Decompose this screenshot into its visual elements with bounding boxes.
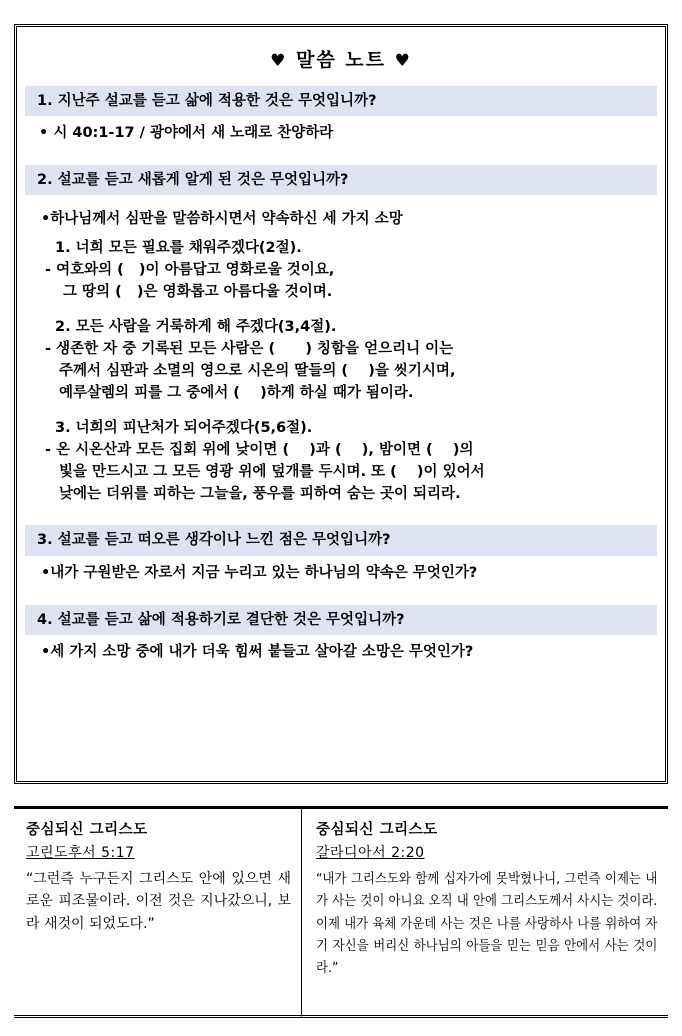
sermon-note-box [14,24,668,784]
spacer [17,505,665,525]
point-heading-2-3: 3. 너희의 피난처가 되어주겠다(5,6절). [55,420,313,437]
panel-left-heading: 중심되신 그리스도 [26,822,148,838]
page-title [17,49,665,72]
point-line-2-2-2: 주께서 심판과 소멸의 영으로 시온의 딸들의 ( )을 씻기시며, [59,362,456,379]
scripture-panel-right [302,806,668,1018]
question-band-1: 1. 지난주 설교를 듣고 삶에 적용한 것은 무엇입니까? [25,86,657,116]
scripture-panels [14,806,668,1018]
spacer [17,404,665,418]
answer-line-3-1: •내가 구원받은 자로서 지금 누리고 있는 하나님의 약속은 무엇인가? [41,564,478,581]
panel-right-heading: 중심되신 그리스도 [316,822,438,838]
point-line-2-2-1: - 생존한 자 중 기록된 모든 사람은 ( ) 칭함을 얻으리니 이는 [45,341,454,358]
panel-left-quote: “그런즉 누구든지 그리스도 안에 있으면 새로운 피조물이라. 이전 것은 지나갔으니, 보라 새것이 되었도다.” [26,870,291,933]
answer-line-1-1: • 시 40:1-17 / 광야에서 새 노래로 찬양하라 [39,125,334,142]
heart-icon-right: ♥ [394,51,412,71]
point-line-2-1-1: - 여호와의 ( )이 아름답고 영화로울 것이요, [45,261,335,278]
point-heading-2-1: 1. 너희 모든 필요를 채워주겠다(2절). [55,240,302,257]
question-band-3: 3. 설교를 듣고 떠오른 생각이나 느낀 점은 무엇입니까? [25,525,657,555]
point-line-2-1-2: 그 땅의 ( )은 영화롭고 아름다울 것이며. [63,283,333,300]
page-title-text: 말씀 노트 [295,49,387,71]
point-intro-2: •하나님께서 심판을 말씀하시면서 약속하신 세 가지 소망 [41,211,403,228]
heart-icon-left: ♥ [270,51,288,71]
spacer [17,145,665,165]
point-line-2-3-2: 빛을 만드시고 그 모든 영광 위에 덮개를 두시며. 또 ( )이 있어서 [59,463,485,480]
spacer [17,116,665,123]
spacer [17,231,665,238]
spacer [17,303,665,317]
point-line-2-3-1: - 온 시온산과 모든 집회 위에 낮이면 ( )과 ( ), 밤이면 ( )의 [45,442,474,459]
answer-line-4-1: •세 가지 소망 중에 내가 더욱 힘써 붙들고 살아갈 소망은 무엇인가? [41,644,474,661]
scripture-panel-left [14,806,302,1018]
question-band-2: 2. 설교를 듣고 새롭게 알게 된 것은 무엇입니까? [25,165,657,195]
panel-right-quote: “내가 그리스도와 함께 십자가에 못박혔나니, 그런즉 이제는 내가 사는 것이 아니요 오직 내 안에 그리스도께서 사시는 것이라. 이제 내가 육체 가운데 사는 것은 나를 사랑하사 나를 위하여 자기 자신을 버리신 하나님의 아들을 믿는 믿음 안에서 사는 것이라.” [316,870,658,977]
spacer [17,556,665,563]
panel-left-reference: 고린도후서 5:17 [26,844,135,861]
point-heading-2-2: 2. 모든 사람을 거룩하게 해 주겠다(3,4절). [55,319,337,336]
point-line-2-3-3: 낮에는 더위를 피하는 그늘을, 풍우를 피하여 숨는 곳이 되리라. [59,485,461,502]
spacer [17,585,665,605]
spacer [17,635,665,642]
question-band-4: 4. 설교를 듣고 삶에 적용하기로 결단한 것은 무엇입니까? [25,605,657,635]
point-line-2-2-3: 예루살렘의 피를 그 중에서 ( )하게 하실 때가 됨이라. [59,384,414,401]
spacer [17,195,665,209]
panel-right-reference: 갈라디아서 2:20 [316,844,425,861]
